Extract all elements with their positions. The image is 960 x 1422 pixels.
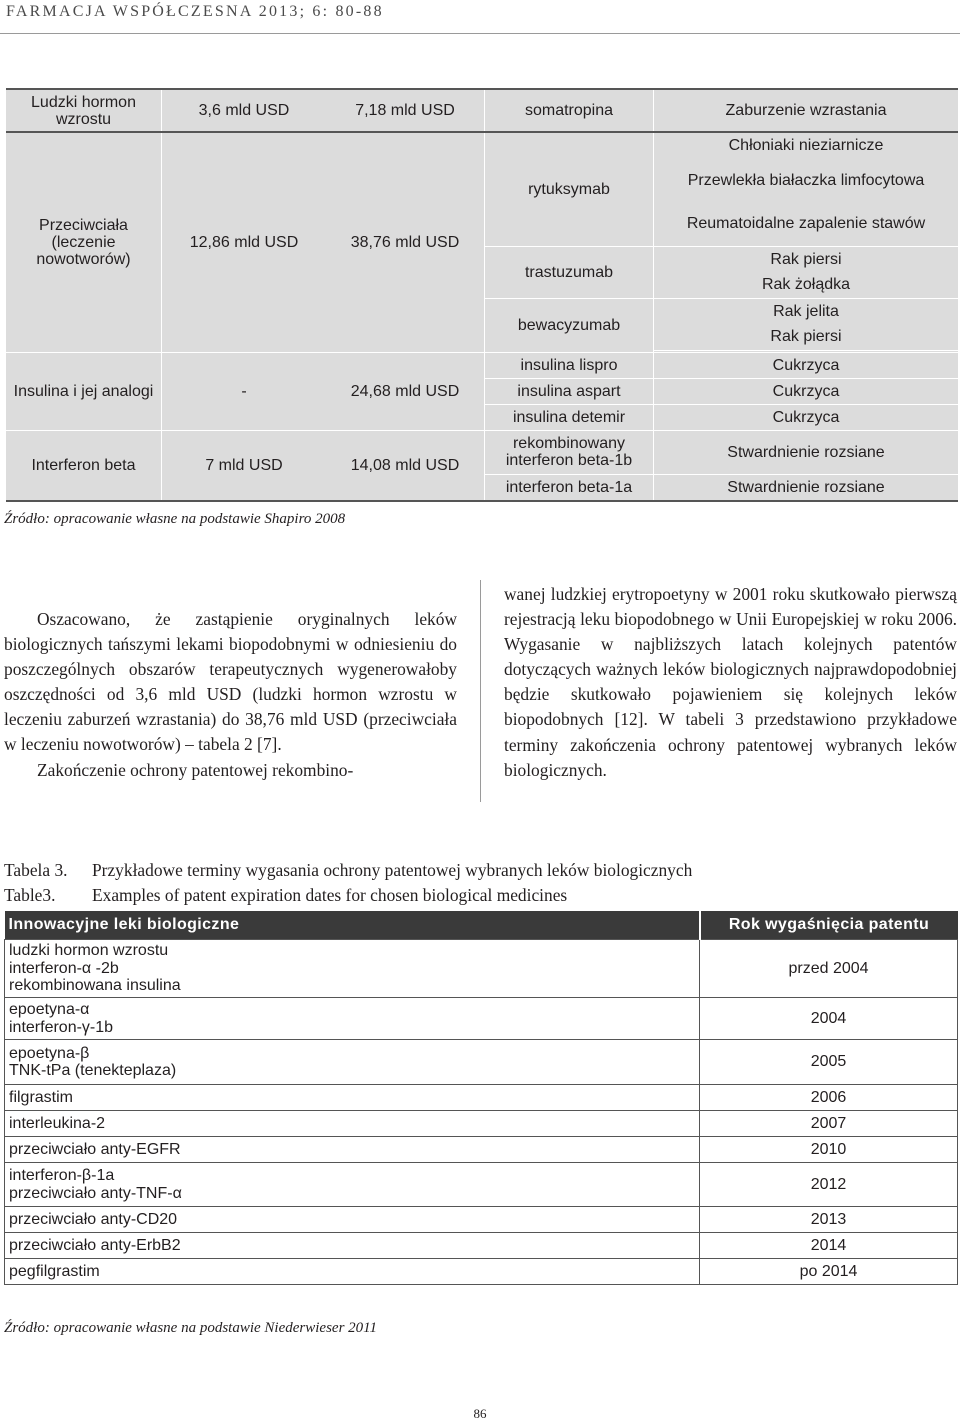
table-row bbox=[5, 1040, 958, 1085]
drug-cell bbox=[5, 998, 700, 1040]
drug-cell bbox=[5, 1040, 700, 1085]
drug-name: epoetyna-β bbox=[9, 1044, 90, 1062]
indication-cell: Chłoniaki nieziarnicze bbox=[654, 132, 959, 158]
table-row bbox=[5, 998, 958, 1040]
year-cell: 2006 bbox=[700, 1085, 958, 1111]
drug-name: TNK-tPa (tenekteplaza) bbox=[9, 1062, 177, 1079]
table1-source: Źródło: opracowanie własne na podstawie Shapiro 2008 bbox=[4, 511, 346, 527]
drug-cell bbox=[5, 940, 700, 998]
year-cell: 2013 bbox=[700, 1207, 958, 1233]
drug-name: interferon-α -2b bbox=[9, 959, 119, 977]
medicine-cell: somatropina bbox=[485, 89, 654, 132]
indication-cell: Reumatoidalne zapalenie stawów bbox=[654, 202, 959, 246]
drug-cell: interleukina-2 bbox=[5, 1111, 700, 1137]
year-cell: 2007 bbox=[700, 1111, 958, 1137]
table-row bbox=[5, 1111, 958, 1137]
table-row bbox=[6, 352, 958, 378]
table-row bbox=[5, 1085, 958, 1111]
indication-cell: Cukrzyca bbox=[654, 378, 959, 404]
medicine-cell: insulina detemir bbox=[485, 404, 654, 430]
table-row bbox=[5, 1137, 958, 1163]
drug-name: przeciwciało anty-TNF-α bbox=[9, 1184, 182, 1202]
savings-min-cell: 3,6 mld USD bbox=[162, 89, 327, 132]
year-cell: 2010 bbox=[700, 1137, 958, 1163]
drug-cell: przeciwciało anty-EGFR bbox=[5, 1137, 700, 1163]
table3-caption-pl bbox=[4, 860, 692, 881]
medicine-cell: interferon beta-1a bbox=[485, 474, 654, 501]
savings-table bbox=[6, 88, 958, 502]
indication-cell: Rak piersi bbox=[654, 324, 959, 350]
column-rule bbox=[480, 580, 481, 802]
table-row bbox=[6, 132, 958, 158]
indication-cell: Rak jelita bbox=[654, 298, 959, 324]
body-column-right bbox=[504, 582, 957, 783]
year-cell: 2004 bbox=[700, 998, 958, 1040]
drug-cell: filgrastim bbox=[5, 1085, 700, 1111]
indication-cell: Stwardnienie rozsiane bbox=[654, 474, 959, 501]
running-header bbox=[6, 3, 384, 21]
savings-min-cell: - bbox=[162, 352, 327, 430]
category-cell: Ludzki hormon wzrostu bbox=[6, 89, 162, 132]
table3-caption-en bbox=[4, 885, 567, 906]
journal-issue: 2013; 6: 80-88 bbox=[258, 3, 384, 20]
medicine-cell: trastuzumab bbox=[485, 246, 654, 298]
savings-min-cell: 12,86 mld USD bbox=[162, 132, 327, 352]
patent-expiry-table bbox=[4, 911, 958, 1285]
drug-cell: pegfilgrastim bbox=[5, 1259, 700, 1285]
category-cell: Insulina i jej analogi bbox=[6, 352, 162, 430]
caption-label: Table3. bbox=[4, 885, 56, 905]
indication-cell: Przewlekła białaczka limfocytowa bbox=[654, 158, 959, 202]
savings-min-cell: 7 mld USD bbox=[162, 430, 327, 501]
page-number: 86 bbox=[473, 1406, 487, 1421]
table-row bbox=[5, 1163, 958, 1207]
medicine-cell: rekombinowany interferon beta-1b bbox=[485, 430, 654, 474]
year-cell: 2012 bbox=[700, 1163, 958, 1207]
indication-cell: Zaburzenie wzrastania bbox=[654, 89, 959, 132]
table-row bbox=[5, 1207, 958, 1233]
year-cell: przed 2004 bbox=[700, 940, 958, 998]
medicine-cell: bewacyzumab bbox=[485, 298, 654, 352]
journal-name: FARMACJA WSPÓŁCZESNA bbox=[6, 3, 253, 20]
table3-source: Źródło: opracowanie własne na podstawie Niederwieser 2011 bbox=[4, 1320, 378, 1336]
paragraph: wanej ludzkiej erytropoetyny w 2001 roku skutkowało pierwszą rejestracją leku biopodobnego w Unii Europejskiej w roku 2006. Wygasanie w najbliższych latach kolejnych patentów dotyczących ważnych leków biologicznych najprawdopodobniej będzie skutkowało pojawieniem się kolejnych leków biopodobnych [12]. W tabeli 3 przedstawiono przykładowe terminy zakończenia ochrony patentowej wybranych leków biologicznych. bbox=[504, 584, 957, 780]
indication-cell: Cukrzyca bbox=[654, 352, 959, 378]
body-column-left bbox=[4, 607, 457, 783]
medicine-cell: rytuksymab bbox=[485, 132, 654, 246]
table-row bbox=[5, 1259, 958, 1285]
table-row bbox=[5, 940, 958, 998]
savings-max-cell: 24,68 mld USD bbox=[326, 352, 485, 430]
table-row bbox=[6, 89, 958, 132]
savings-max-cell: 38,76 mld USD bbox=[326, 132, 485, 352]
drug-name: epoetyna-α bbox=[9, 1001, 90, 1018]
category-cell: Przeciwciała (leczenie nowotworów) bbox=[6, 132, 162, 352]
drug-cell bbox=[5, 1163, 700, 1207]
medicine-cell: insulina aspart bbox=[485, 378, 654, 404]
caption-text: Przykładowe terminy wygasania ochrony patentowej wybranych leków biologicznych bbox=[92, 860, 693, 880]
savings-max-cell: 14,08 mld USD bbox=[326, 430, 485, 501]
indication-cell: Rak żołądka bbox=[654, 272, 959, 298]
drug-name: interferon-β-1a bbox=[9, 1167, 115, 1184]
paragraph: Oszacowano, że zastąpienie oryginalnych leków biologicznych tańszymi lekami biopodobnymi w odniesieniu do poszczególnych obszarów terapeutycznych wygenerowałoby oszczędności od 3,6 mld USD (ludzki hormon wzrostu w leczeniu zaburzeń wzrastania) do 38,76 mld USD (przeciwciała w leczeniu nowotworów) – tabela 2 [7]. bbox=[4, 609, 457, 755]
indication-cell: Rak piersi bbox=[654, 246, 959, 272]
caption-label: Tabela 3. bbox=[4, 860, 68, 880]
table-row bbox=[5, 1233, 958, 1259]
header-drug: Innowacyjne leki biologiczne bbox=[5, 911, 700, 940]
drug-name: ludzki hormon wzrostu bbox=[9, 942, 169, 960]
year-cell: po 2014 bbox=[700, 1259, 958, 1285]
savings-max-cell: 7,18 mld USD bbox=[326, 89, 485, 132]
indication-cell: Stwardnienie rozsiane bbox=[654, 430, 959, 474]
caption-text: Examples of patent expiration dates for chosen biological medicines bbox=[92, 885, 568, 905]
drug-cell: przeciwciało anty-CD20 bbox=[5, 1207, 700, 1233]
paragraph: Zakończenie ochrony patentowej rekombino- bbox=[37, 759, 354, 780]
medicine-cell: insulina lispro bbox=[485, 352, 654, 378]
drug-name: rekombinowana insulina bbox=[9, 977, 181, 995]
year-cell: 2014 bbox=[700, 1233, 958, 1259]
table-row bbox=[6, 430, 958, 474]
drug-name: interferon-γ-1b bbox=[9, 1018, 114, 1036]
category-cell: Interferon beta bbox=[6, 430, 162, 501]
header-year: Rok wygaśnięcia patentu bbox=[700, 911, 958, 940]
header-rule bbox=[0, 33, 960, 34]
indication-cell: Cukrzyca bbox=[654, 404, 959, 430]
year-cell: 2005 bbox=[700, 1040, 958, 1085]
drug-cell: przeciwciało anty-ErbB2 bbox=[5, 1233, 700, 1259]
